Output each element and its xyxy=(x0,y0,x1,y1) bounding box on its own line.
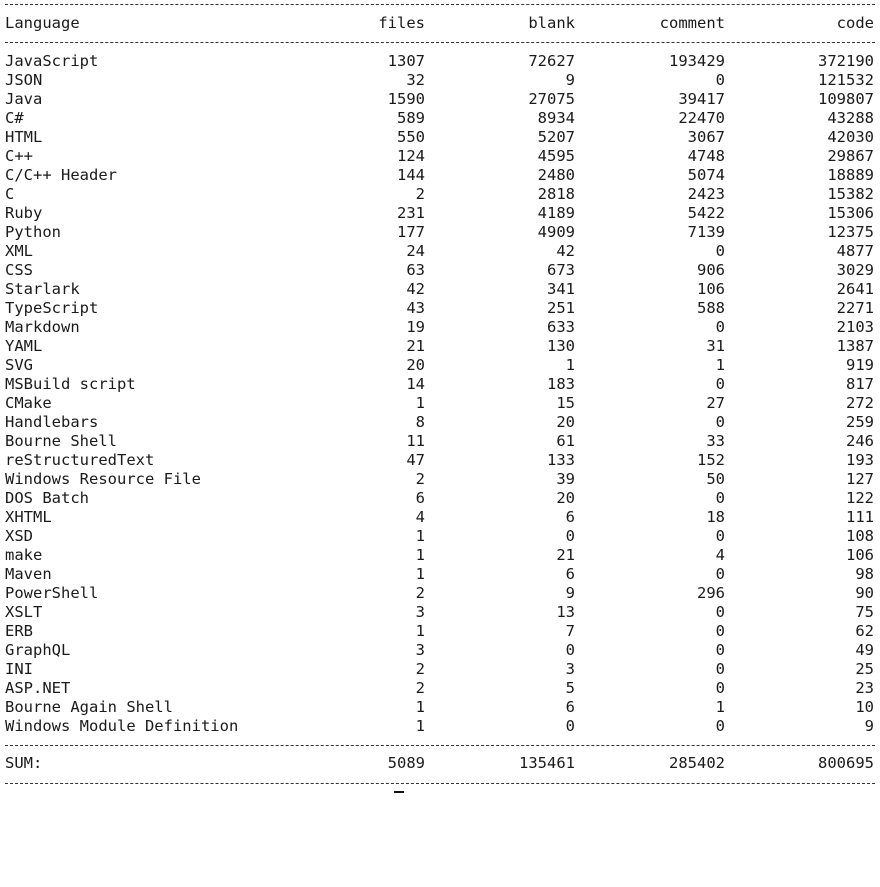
cell-blank: 9 xyxy=(565,584,575,602)
cell-blank: 13 xyxy=(556,603,575,621)
cell-files: 1 xyxy=(415,698,425,716)
cell-code: 98 xyxy=(855,565,874,583)
sum-code: 800695 xyxy=(818,754,874,772)
cell-blank: 6 xyxy=(565,565,575,583)
cell-comment: 296 xyxy=(697,584,725,602)
table-row xyxy=(0,128,880,147)
cell-files: 6 xyxy=(415,489,425,507)
table-row xyxy=(0,375,880,394)
cell-blank: 130 xyxy=(547,337,575,355)
cell-code: 49 xyxy=(855,641,874,659)
cell-blank: 6 xyxy=(565,698,575,716)
cell-blank: 4595 xyxy=(537,147,575,165)
table-row xyxy=(0,394,880,413)
cell-blank: 0 xyxy=(565,527,575,545)
table-row xyxy=(0,489,880,508)
cell-files: 124 xyxy=(397,147,425,165)
table-row xyxy=(0,565,880,584)
cell-code: 62 xyxy=(855,622,874,640)
table-row xyxy=(0,470,880,489)
cell-files: 1 xyxy=(415,565,425,583)
cell-language: Java xyxy=(5,90,43,108)
cell-code: 43288 xyxy=(827,109,874,127)
cell-files: 1 xyxy=(415,717,425,735)
cell-files: 3 xyxy=(415,641,425,659)
cell-language: MSBuild script xyxy=(5,375,136,393)
cell-code: 42030 xyxy=(827,128,874,146)
cell-files: 11 xyxy=(406,432,425,450)
cell-language: C# xyxy=(5,109,24,127)
separator-sum xyxy=(5,745,875,746)
cell-comment: 906 xyxy=(697,261,725,279)
sum-comment: 285402 xyxy=(669,754,725,772)
table-row xyxy=(0,717,880,736)
cell-language: XSD xyxy=(5,527,33,545)
text-cursor xyxy=(394,791,404,793)
cell-blank: 251 xyxy=(547,299,575,317)
cell-comment: 7139 xyxy=(687,223,725,241)
cell-language: Python xyxy=(5,223,61,241)
table-row xyxy=(0,432,880,451)
table-row xyxy=(0,356,880,375)
cell-blank: 20 xyxy=(556,413,575,431)
cell-code: 75 xyxy=(855,603,874,621)
cell-comment: 18 xyxy=(706,508,725,526)
cell-language: C xyxy=(5,185,15,203)
table-row xyxy=(0,698,880,717)
table-row xyxy=(0,71,880,90)
cell-blank: 4909 xyxy=(537,223,575,241)
cell-files: 47 xyxy=(406,451,425,469)
cell-blank: 20 xyxy=(556,489,575,507)
cell-comment: 4748 xyxy=(687,147,725,165)
separator-top xyxy=(5,4,875,5)
cell-code: 2103 xyxy=(836,318,874,336)
cell-code: 121532 xyxy=(818,71,874,89)
cell-code: 9 xyxy=(864,717,874,735)
cell-blank: 2818 xyxy=(537,185,575,203)
cell-files: 3 xyxy=(415,603,425,621)
cell-comment: 1 xyxy=(715,356,725,374)
cell-code: 3029 xyxy=(836,261,874,279)
cell-code: 111 xyxy=(846,508,874,526)
header-files: files xyxy=(378,14,425,32)
table-row xyxy=(0,660,880,679)
cell-files: 231 xyxy=(397,204,425,222)
cell-blank: 7 xyxy=(565,622,575,640)
cell-files: 14 xyxy=(406,375,425,393)
sum-files: 5089 xyxy=(387,754,425,772)
header-language: Language xyxy=(5,14,80,32)
table-row xyxy=(0,223,880,242)
sum-blank: 135461 xyxy=(519,754,575,772)
cell-blank: 633 xyxy=(547,318,575,336)
cell-language: Windows Resource File xyxy=(5,470,201,488)
cell-language: YAML xyxy=(5,337,43,355)
cell-blank: 15 xyxy=(556,394,575,412)
cell-code: 12375 xyxy=(827,223,874,241)
cell-code: 25 xyxy=(855,660,874,678)
cell-blank: 341 xyxy=(547,280,575,298)
cell-comment: 5422 xyxy=(687,204,725,222)
cell-comment: 39417 xyxy=(678,90,725,108)
cell-blank: 0 xyxy=(565,717,575,735)
table-row xyxy=(0,261,880,280)
cell-language: Handlebars xyxy=(5,413,99,431)
cell-code: 2271 xyxy=(836,299,874,317)
cell-blank: 8934 xyxy=(537,109,575,127)
table-row xyxy=(0,166,880,185)
cell-blank: 9 xyxy=(565,71,575,89)
cell-language: Windows Module Definition xyxy=(5,717,239,735)
cell-language: INI xyxy=(5,660,33,678)
cell-comment: 5074 xyxy=(687,166,725,184)
cell-code: 122 xyxy=(846,489,874,507)
cell-code: 15306 xyxy=(827,204,874,222)
cell-blank: 21 xyxy=(556,546,575,564)
cell-files: 43 xyxy=(406,299,425,317)
table-row xyxy=(0,52,880,71)
cell-comment: 0 xyxy=(715,622,725,640)
cell-blank: 5207 xyxy=(537,128,575,146)
cell-files: 20 xyxy=(406,356,425,374)
cell-blank: 183 xyxy=(547,375,575,393)
cell-language: Starlark xyxy=(5,280,80,298)
cell-language: DOS Batch xyxy=(5,489,89,507)
cell-blank: 6 xyxy=(565,508,575,526)
cell-code: 127 xyxy=(846,470,874,488)
cell-comment: 0 xyxy=(715,565,725,583)
cell-files: 177 xyxy=(397,223,425,241)
cell-code: 272 xyxy=(846,394,874,412)
separator-bottom xyxy=(5,783,875,784)
cell-code: 15382 xyxy=(827,185,874,203)
cell-comment: 33 xyxy=(706,432,725,450)
cell-language: PowerShell xyxy=(5,584,99,602)
cell-language: Bourne Shell xyxy=(5,432,117,450)
table-row xyxy=(0,641,880,660)
cell-code: 18889 xyxy=(827,166,874,184)
table-header xyxy=(0,14,880,33)
table-row xyxy=(0,109,880,128)
cell-code: 90 xyxy=(855,584,874,602)
cell-comment: 0 xyxy=(715,679,725,697)
cell-code: 4877 xyxy=(836,242,874,260)
cell-comment: 0 xyxy=(715,71,725,89)
cell-files: 21 xyxy=(406,337,425,355)
cell-blank: 27075 xyxy=(528,90,575,108)
table-row xyxy=(0,242,880,261)
cell-language: Markdown xyxy=(5,318,80,336)
cell-language: ERB xyxy=(5,622,33,640)
cell-comment: 3067 xyxy=(687,128,725,146)
cell-files: 2 xyxy=(415,185,425,203)
table-row xyxy=(0,299,880,318)
cell-files: 42 xyxy=(406,280,425,298)
header-comment: comment xyxy=(659,14,725,32)
cell-files: 2 xyxy=(415,660,425,678)
table-row xyxy=(0,584,880,603)
cell-language: CSS xyxy=(5,261,33,279)
cell-comment: 0 xyxy=(715,318,725,336)
cell-comment: 50 xyxy=(706,470,725,488)
table-row xyxy=(0,679,880,698)
cell-blank: 1 xyxy=(565,356,575,374)
cell-code: 106 xyxy=(846,546,874,564)
cell-comment: 0 xyxy=(715,375,725,393)
cell-code: 108 xyxy=(846,527,874,545)
header-blank: blank xyxy=(528,14,575,32)
table-row xyxy=(0,280,880,299)
cell-code: 817 xyxy=(846,375,874,393)
cell-language: Maven xyxy=(5,565,52,583)
cell-files: 24 xyxy=(406,242,425,260)
cell-files: 144 xyxy=(397,166,425,184)
cell-comment: 0 xyxy=(715,489,725,507)
cell-blank: 2480 xyxy=(537,166,575,184)
cell-files: 1 xyxy=(415,394,425,412)
cell-files: 2 xyxy=(415,679,425,697)
cell-comment: 0 xyxy=(715,603,725,621)
cell-comment: 152 xyxy=(697,451,725,469)
cell-files: 8 xyxy=(415,413,425,431)
table-row xyxy=(0,204,880,223)
cell-code: 246 xyxy=(846,432,874,450)
cell-comment: 0 xyxy=(715,717,725,735)
cell-language: C++ xyxy=(5,147,33,165)
cell-comment: 0 xyxy=(715,641,725,659)
cell-code: 372190 xyxy=(818,52,874,70)
cell-language: C/C++ Header xyxy=(5,166,117,184)
cell-files: 1 xyxy=(415,546,425,564)
table-row xyxy=(0,508,880,527)
cell-blank: 72627 xyxy=(528,52,575,70)
sum-row xyxy=(0,754,880,773)
cell-language: CMake xyxy=(5,394,52,412)
table-row xyxy=(0,90,880,109)
cell-files: 550 xyxy=(397,128,425,146)
cell-code: 1387 xyxy=(836,337,874,355)
table-row xyxy=(0,337,880,356)
cell-language: XHTML xyxy=(5,508,52,526)
cell-language: ASP.NET xyxy=(5,679,71,697)
cell-files: 19 xyxy=(406,318,425,336)
cell-files: 1 xyxy=(415,622,425,640)
cell-files: 1 xyxy=(415,527,425,545)
cell-code: 109807 xyxy=(818,90,874,108)
cell-language: Ruby xyxy=(5,204,43,222)
cell-files: 589 xyxy=(397,109,425,127)
sum-label: SUM: xyxy=(5,754,43,772)
cell-files: 2 xyxy=(415,584,425,602)
cell-comment: 31 xyxy=(706,337,725,355)
cell-files: 1590 xyxy=(387,90,425,108)
cell-comment: 4 xyxy=(715,546,725,564)
table-row xyxy=(0,318,880,337)
cell-blank: 133 xyxy=(547,451,575,469)
cell-blank: 0 xyxy=(565,641,575,659)
cell-comment: 0 xyxy=(715,527,725,545)
cell-language: make xyxy=(5,546,43,564)
cell-comment: 27 xyxy=(706,394,725,412)
cell-files: 63 xyxy=(406,261,425,279)
cell-language: Bourne Again Shell xyxy=(5,698,173,716)
cell-comment: 2423 xyxy=(687,185,725,203)
cell-language: JSON xyxy=(5,71,43,89)
table-row xyxy=(0,413,880,432)
cell-comment: 588 xyxy=(697,299,725,317)
cell-language: HTML xyxy=(5,128,43,146)
table-row xyxy=(0,185,880,204)
separator-header xyxy=(5,42,875,43)
cell-language: XML xyxy=(5,242,33,260)
cell-blank: 5 xyxy=(565,679,575,697)
table-row xyxy=(0,603,880,622)
table-row xyxy=(0,147,880,166)
cell-comment: 0 xyxy=(715,413,725,431)
cell-code: 193 xyxy=(846,451,874,469)
cell-blank: 39 xyxy=(556,470,575,488)
cell-language: SVG xyxy=(5,356,33,374)
cell-blank: 3 xyxy=(565,660,575,678)
header-code: code xyxy=(836,14,874,32)
cell-language: GraphQL xyxy=(5,641,71,659)
cell-code: 10 xyxy=(855,698,874,716)
cell-language: XSLT xyxy=(5,603,43,621)
cell-code: 919 xyxy=(846,356,874,374)
cell-language: reStructuredText xyxy=(5,451,155,469)
cell-comment: 22470 xyxy=(678,109,725,127)
cell-files: 32 xyxy=(406,71,425,89)
cell-comment: 0 xyxy=(715,242,725,260)
cell-blank: 4189 xyxy=(537,204,575,222)
cell-comment: 106 xyxy=(697,280,725,298)
cell-language: JavaScript xyxy=(5,52,99,70)
cell-language: TypeScript xyxy=(5,299,99,317)
cell-blank: 673 xyxy=(547,261,575,279)
table-row xyxy=(0,622,880,641)
cell-files: 1307 xyxy=(387,52,425,70)
table-row xyxy=(0,546,880,565)
table-row xyxy=(0,527,880,546)
cell-comment: 1 xyxy=(715,698,725,716)
cell-blank: 42 xyxy=(556,242,575,260)
cell-code: 259 xyxy=(846,413,874,431)
table-row xyxy=(0,451,880,470)
cell-files: 4 xyxy=(415,508,425,526)
cell-code: 2641 xyxy=(836,280,874,298)
cell-blank: 61 xyxy=(556,432,575,450)
cell-code: 29867 xyxy=(827,147,874,165)
cell-files: 2 xyxy=(415,470,425,488)
cell-comment: 0 xyxy=(715,660,725,678)
cell-code: 23 xyxy=(855,679,874,697)
cell-comment: 193429 xyxy=(669,52,725,70)
